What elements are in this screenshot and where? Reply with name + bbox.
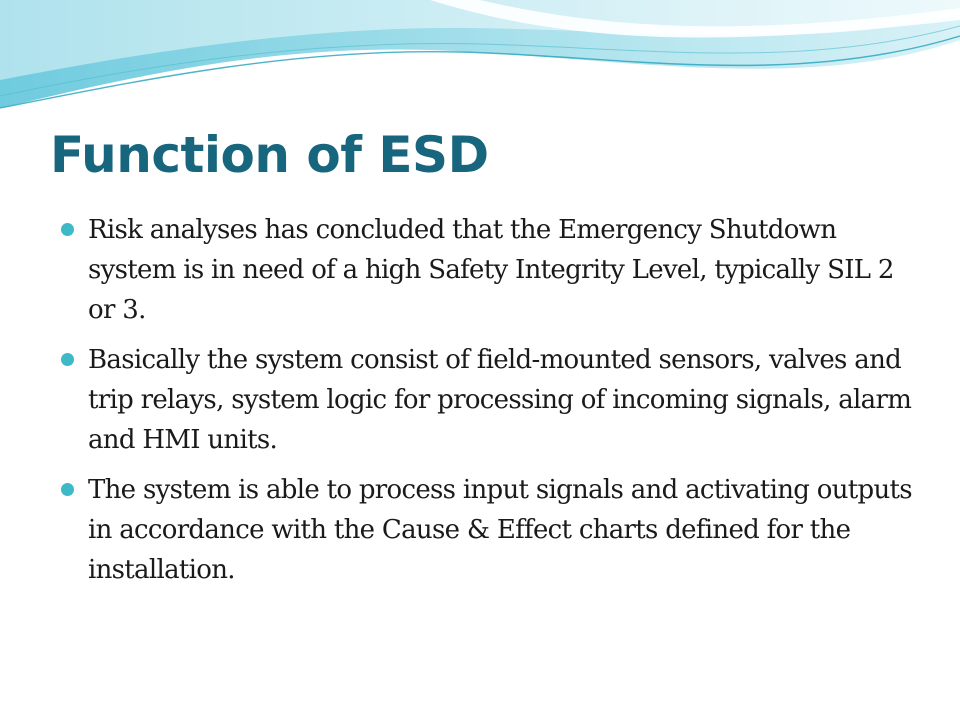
bullet-item [0, 210, 960, 330]
slide-title: Function of ESD [50, 126, 489, 184]
bullet-text: The system is able to process input signals and activating outputs in accordance with the Cause & Effect charts defined for the installation. [88, 475, 912, 585]
wave-header-decoration [0, 0, 960, 115]
bullet-item [0, 340, 960, 460]
bullet-list [0, 210, 960, 600]
bullet-dot-icon [61, 483, 74, 496]
bullet-text: Risk analyses has concluded that the Emergency Shutdown system is in need of a high Safety Integrity Level, typically SIL 2 or 3. [88, 215, 894, 325]
bullet-item [0, 470, 960, 590]
bullet-dot-icon [61, 353, 74, 366]
bullet-text: Basically the system consist of field-mounted sensors, valves and trip relays, system logic for processing of incoming signals, alarm and HMI units. [88, 345, 912, 455]
bullet-dot-icon [61, 223, 74, 236]
